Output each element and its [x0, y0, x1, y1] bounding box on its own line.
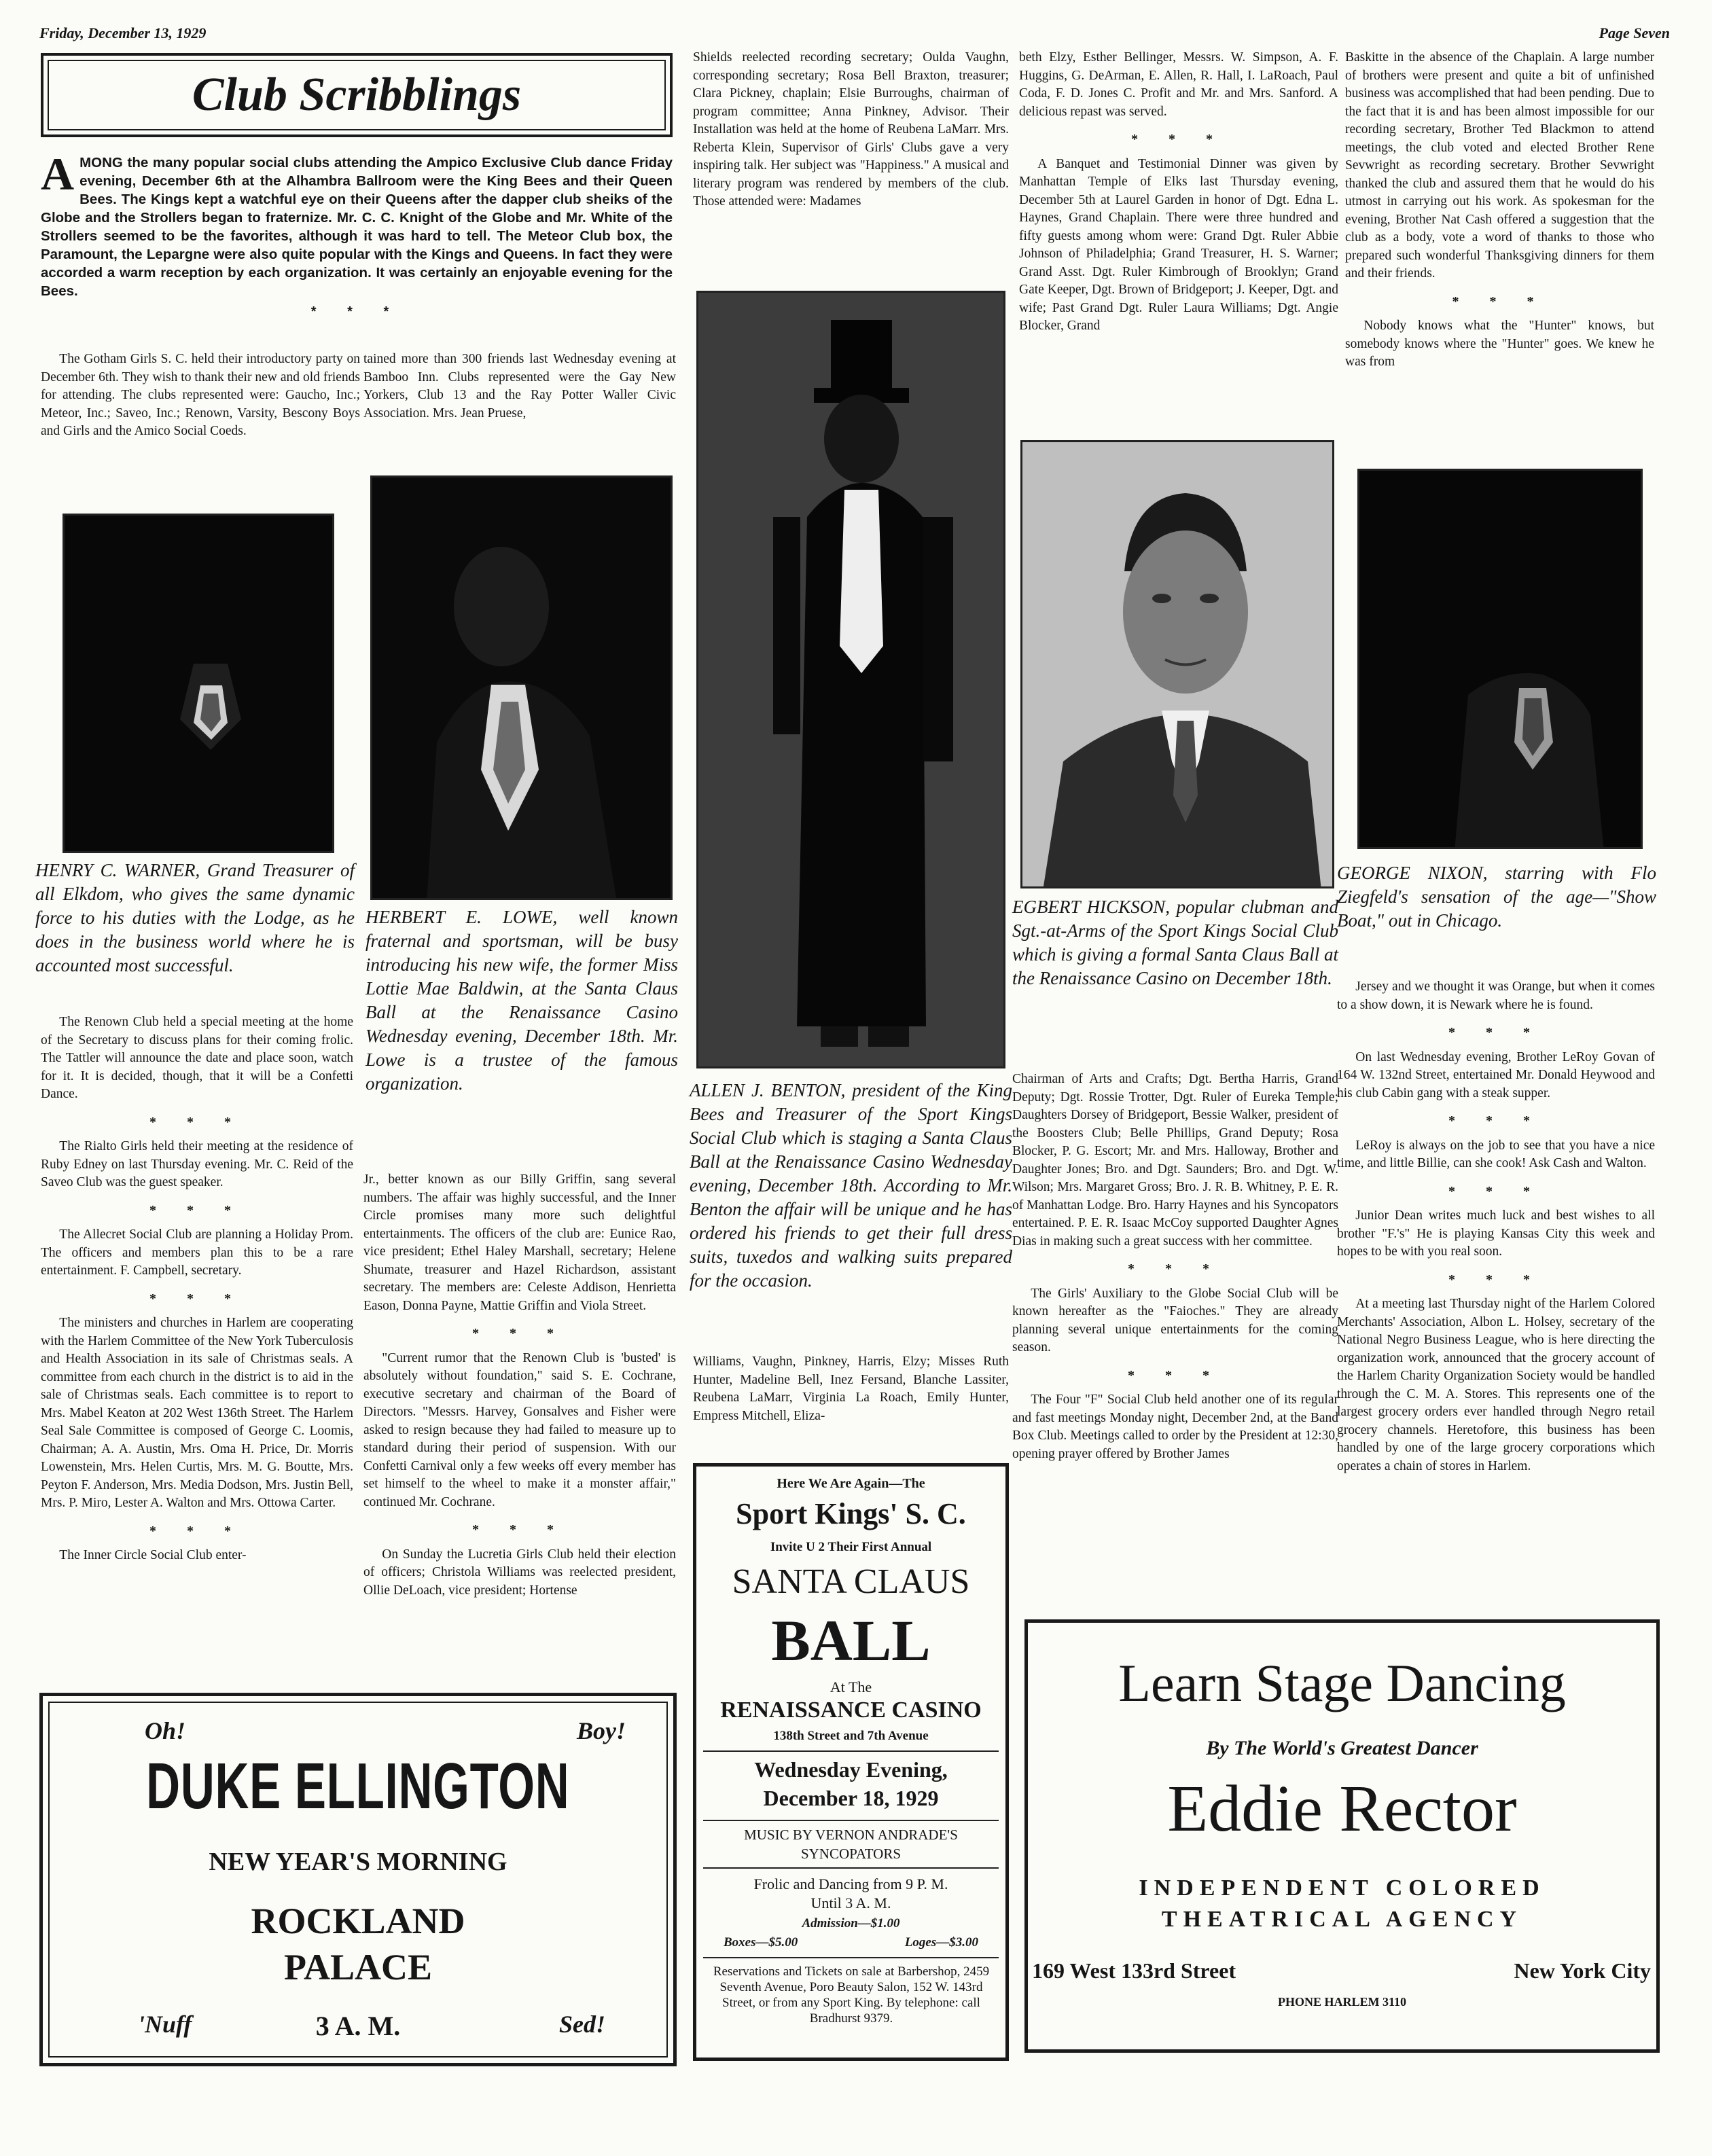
- caption-nixon: GEORGE NIXON, starring with Flo Ziegfeld's sensation of the age—"Show Boat," out in Chicago.: [1337, 863, 1656, 931]
- ad-ellington-new-years: NEW YEAR'S MORNING: [209, 1848, 507, 1876]
- globe-auxiliary-item: The Girls' Auxiliary to the Globe Social Club will be known hereafter as the "Faioches." They are already planning several unique entertainments for the coming season.: [1012, 1286, 1338, 1354]
- ad-ellington-time: 3 A. M.: [315, 2011, 401, 2041]
- portrait-lowe-svg: [372, 478, 673, 900]
- inner-circle-item: The Inner Circle Social Club enter-: [59, 1548, 247, 1562]
- portrait-warner-svg: [65, 516, 334, 853]
- photo-egbert-hickson: [1020, 440, 1334, 888]
- elks-guests-continued: Chairman of Arts and Crafts; Dgt. Bertha Harris, Grand Deputy; Dgt. Rossie Trotter, Dgt. Ruler of Eureka Temple; Daughters Dorsey of Bridgeport, Bessie Walker, president of the Boosters Club; Belle Phillips, Grand Deputy; Rosa Blocker, P. G. Escort; Mr. and Mrs. Halloway, Brother and Daughter Jones; Bro. and Dgt. Saunders; Bro. and Dgt. W. Wilson; Mrs. Margaret Gross; Bro. J. R. B. Whitney, P. E. R. of Manhattan Lodge. Bro. Harry Haynes and his Syncopators entertained. P. E. R. Isaac McCoy supported Daughter Agnes Dias in making such a great success with her committee.: [1012, 1072, 1338, 1248]
- ad-ellington-boy: Boy!: [577, 1717, 626, 1744]
- ad-duke-ellington: [39, 1693, 677, 2066]
- column-3-top: [693, 49, 1009, 221]
- ad-sk-frolic2: Until 3 A. M.: [810, 1894, 891, 1911]
- section-stars: * * *: [310, 304, 403, 319]
- hunter-item: Nobody knows what the "Hunter" knows, but somebody knows where the "Hunter" goes. We knew he was from: [1345, 319, 1654, 369]
- renown-club-item: The Renown Club held a special meeting at the home of the Secretary to discuss plans for their coming frolic. The Tattler will announce the date and place soon, watch for it. It is decided, though, that it will be a Confetti Dance.: [41, 1015, 353, 1101]
- rialto-girls-item: The Rialto Girls held their meeting at the residence of Ruby Edney on last Thursday evening. Mr. C. Reid of the Saveo Club was the guest speaker.: [41, 1139, 353, 1189]
- drop-cap: A: [41, 148, 75, 200]
- christmas-seals-item: The ministers and churches in Harlem are cooperating with the Harlem Committee of the New York Tuberculosis and Health Association in its sale of Christmas seals. A committee from each church in the district is to aid in the sale of Christmas seals. Each committee is to report to Mrs. Mabel Keaton at 202 West 136th Street. The Harlem Seal Sale Committee is composed of George C. Loomis, Chairman; A. A. Austin, Mrs. Oma H. Price, Dr. Morris Lowenstein, Mrs. Helen Curtis, Mrs. M. G. Boutte, Mrs. Peyton F. Anderson, Mrs. Media Dodson, Mrs. Justin Bell, Mrs. P. Miro, Lester A. Walton and Mrs. Ottowa Carter.: [41, 1316, 353, 1510]
- stars-divider: * * *: [472, 1522, 567, 1537]
- portrait-hickson-svg: [1022, 442, 1334, 888]
- column-4-bottom: [1012, 1071, 1338, 1473]
- elks-banquet-item: A Banquet and Testimonial Dinner was given by Manhattan Temple of Elks last Thursday evening, December 5th at Laurel Garden in honor of Dgt. Edna L. Haynes, Grand Chaplain. There were three hundred and fifty guests among whom were: Grand Dgt. Ruler Abbie Johnson of Philadelphia; Grand Treasurer, H. S. Warner; Grand Asst. Dgt. Ruler Kimbrough of Brooklyn; Grand Gate Keeper, Dgt. Brown of Bridgeport; J. Keeper, Dgt. and wife; Past Grand Dgt. Ruler Laura Williams; Dgt. Angie Blocker, Grand: [1019, 156, 1338, 333]
- stars-divider: * * *: [149, 1114, 245, 1130]
- stars-divider: * * *: [1128, 1367, 1223, 1383]
- lucretia-officers-item: Shields reelected recording secretary; Oulda Vaughn, corresponding secretary; Rosa Bell Braxton, treasurer; Clara Pickney, chaplain; Elsie Burroughs, chairman of program committee; Anna Pinkney, Advisor. Their Installation was held at the home of Reubena LaMarr. Mrs. Reberta Klein, Supervisor of Girls' Clubs gave a very inspiring talk. Her subject was "Happiness." A musical and literary program was rendered by members of the club. Those attended were: Madames: [693, 50, 1009, 209]
- ad-ellington-sed: Sed!: [558, 2011, 605, 2038]
- portrait-benton-svg: [698, 293, 1005, 1068]
- ad-sk-admission: Admission—$1.00: [802, 1916, 900, 1930]
- ad-sk-frolic1: Frolic and Dancing from 9 P. M.: [753, 1875, 948, 1892]
- column-2-top: [363, 351, 676, 432]
- stars-divider: * * *: [149, 1202, 245, 1218]
- ad-rector-phone: PHONE HARLEM 3110: [1277, 1995, 1406, 2009]
- caption-benton: ALLEN J. BENTON, president of the King Bees and Treasurer of the Sport Kings Social Club which is staging a Santa Claus Ball at the Renaissance Casino Wednesday evening, December 18th. According to Mr. Benton the affair will be unique and he has ordered his friends to get their full dress suits, tuxedos and walking suits prepared for the occasion.: [690, 1080, 1012, 1291]
- column-4-top: [1019, 49, 1338, 345]
- masthead: [39, 20, 1670, 43]
- ad-rector-name: Eddie Rector: [1167, 1772, 1517, 1846]
- ad-sk-divider: [703, 1820, 999, 1821]
- ad-sk-address: 138th Street and 7th Avenue: [773, 1729, 929, 1743]
- ad-sk-loges: Loges—$3.00: [904, 1935, 978, 1950]
- attendees-list: Williams, Vaughn, Pinkney, Harris, Elzy; Misses Ruth Hunter, Madeline Bell, Inez Fersand, Blanche Lassiter, Reubena LaMarr, Virginia La Roach, Emily Hunter, Empress Mitchell, Eliza-: [693, 1354, 1009, 1423]
- photo-herbert-lowe: [370, 475, 673, 900]
- ad-sk-venue: RENAISSANCE CASINO: [720, 1697, 982, 1723]
- photo-george-nixon: [1357, 469, 1643, 849]
- ad-sk-divider: [703, 1867, 999, 1869]
- ad-sk-boxes: Boxes—$5.00: [724, 1935, 798, 1950]
- ad-rector-agency2: THEATRICAL AGENCY: [1161, 1907, 1523, 1932]
- caption-hickson: EGBERT HICKSON, popular clubman and Sgt.-at-Arms of the Sport Kings Social Club which is giving a formal Santa Claus Ball at the Renaissance Casino on December 18th.: [1012, 897, 1339, 988]
- page-number: Page Seven: [1599, 24, 1670, 41]
- column-5-top: [1345, 49, 1654, 381]
- ad-ellington-nuff: 'Nuff: [138, 2011, 192, 2038]
- ad-ellington-name: DUKE ELLINGTON: [146, 1750, 570, 1822]
- merchants-association-item: At a meeting last Thursday night of the Harlem Colored Merchants' Association, Albon L. Holsey, secretary of the National Negro Business League, who is here directing the organization work, announced that the grocery account of the Harlem Charity Organization Society would be handled through the C. M. A. Stores. This represents one of the largest grocery orders ever handled through Negro retail grocery channels. Heretofore, this business has been handled by one of the large grocery corporations which operates a chain of stores in Harlem.: [1337, 1297, 1655, 1473]
- ad-sk-reservations: Reservations and Tickets on sale at Barbershop, 2459 Seventh Avenue, Poro Beauty Salon, 152 W. 143rd Street, or from any Sport King. By telephone: call Bradhurst 9379.: [713, 1964, 990, 2026]
- ad-rector-city: New York City: [1514, 1958, 1651, 1983]
- stars-divider: * * *: [1448, 1183, 1544, 1199]
- portrait-nixon-svg: [1359, 471, 1643, 849]
- leroy-item: LeRoy is always on the job to see that you have a nice time, and little Billie, can she cook! Ask Cash and Walton.: [1337, 1138, 1655, 1170]
- four-f-club-item: The Four "F" Social Club held another one of its regular and fast meetings Monday night, December 2nd, at the Band Box Club. Meetings called to order by the President at 12:30, opening prayer offered by Brother James: [1012, 1393, 1338, 1461]
- ad-sk-intro: Here We Are Again—The: [777, 1476, 925, 1491]
- ad-rector-agency1: INDEPENDENT COLORED: [1139, 1875, 1546, 1901]
- renown-rumor-item: "Current rumor that the Renown Club is 'busted' is absolutely without foundation," said S. E. Cochrane, executive secretary and chairman of the Board of Directors. "Messrs. Harvey, Gonsalves and Fisher were asked to resign because they had failed to measure up to standard during their period of suspension. With our Confetti Carnival only a few weeks off every member has set himself to the wheel to make it a monster affair," continued Mr. Cochrane.: [363, 1350, 676, 1509]
- ad-sport-kings-ball: [693, 1463, 1009, 2061]
- stars-divider: * * *: [472, 1326, 567, 1341]
- ad-sk-music2: SYNCOPATORS: [800, 1846, 902, 1862]
- photo-henry-warner: [63, 514, 334, 853]
- lead-text: MONG the many popular social clubs attending the Ampico Exclusive Club dance Friday evening, December 6th at the Alhambra Ballroom were the King Bees and their Queen Bees. The Kings kept a watchful eye on their Queens after the dapper club sheiks of the Globe and the Strollers began to fraternize. Mr. C. C. Knight of the Globe and Mr. White of the Strollers seemed to be the favorites, although it was hard to tell. The Meteor Club box, the Paramount, the Lepargne were also quite popular with the Kings and Queens. In fact they were accorded a warm reception by each organization. It was certainly an enjoyable evening for the Bees.: [41, 155, 673, 299]
- ad-rector-address: 169 West 133rd Street: [1032, 1958, 1236, 1983]
- ad-ellington-venue1: ROCKLAND: [251, 1901, 465, 1941]
- govan-supper-item: On last Wednesday evening, Brother LeRoy Govan of 164 W. 132nd Street, entertained Mr. Donald Heywood and his club Cabin gang with a steak supper.: [1337, 1049, 1655, 1100]
- column-3-bottom: [693, 1353, 1009, 1435]
- bamboo-inn-item: tained more than 300 friends last Wednesday evening at Bamboo Inn. Clubs represented were the Gay New Yorkers, Club 13 and the Ray Potter Waller Civic Association. Mrs. Jean Pruese,: [363, 352, 676, 420]
- column-1-bottom: [41, 1013, 353, 1575]
- ad-sk-music1: MUSIC BY VERNON ANDRADE'S: [744, 1827, 958, 1843]
- ad-ellington-name-wrap: [43, 1749, 673, 1824]
- ad-sk-date2: December 18, 1929: [763, 1786, 939, 1810]
- stars-divider: * * *: [1448, 1272, 1544, 1287]
- four-f-meeting-continued: Baskitte in the absence of the Chaplain. A large number of brothers were present and quite a bit of unfinished business was accomplished that had been pending. Due to the fact that it is and has been almost impossible for our recording secretary, Brother Ted Blackmon to attend meetings, the club voted and elected Brother Rene Sevwright as recording secretary. Brother Sevwright thanked the club and assured them that he would do his utmost in carrying out his work. As spokesman for the evening, Brother Nat Cash offered a suggestion that the club as a body, vote a word of thanks to those who prepared such wonderful Thanksgiving dinners for them and their friends.: [1345, 50, 1654, 281]
- ad-ellington-venue2: PALACE: [283, 1947, 432, 1988]
- stars-divider: * * *: [149, 1291, 245, 1306]
- ad-sk-invite: Invite U 2 Their First Annual: [770, 1540, 932, 1554]
- lucretia-election-item: On Sunday the Lucretia Girls Club held their election of officers; Christola Williams was reelected president, Ollie DeLoach, vice president; Hortense: [363, 1547, 676, 1598]
- column-2-bottom: [363, 1171, 676, 1609]
- ad-sk-event2: BALL: [771, 1608, 931, 1673]
- stars-divider: * * *: [1448, 1025, 1544, 1040]
- caption-warner: HENRY C. WARNER, Grand Treasurer of all Elkdom, who gives the same dynamic force to his duties with the Lodge, as he does in the business world where he is accounted most successful.: [35, 860, 355, 975]
- stars-divider: * * *: [1131, 132, 1226, 147]
- column-5-bottom: [1337, 978, 1655, 1485]
- stars-divider: * * *: [1448, 1113, 1544, 1128]
- ad-rector-headline: Learn Stage Dancing: [1118, 1653, 1566, 1712]
- caption-lowe: HERBERT E. LOWE, well known fraternal and sportsman, will be busy introducing his new wife, the former Miss Lottie Mae Baldwin, at the Santa Claus Ball at the Renaissance Casino Wednesday evening, December 18th. Mr. Lowe is a trustee of the famous organization.: [365, 907, 678, 1094]
- ad-ellington-oh: Oh!: [145, 1717, 186, 1744]
- ad-sk-divider: [703, 1750, 999, 1752]
- lead-article: [41, 148, 673, 328]
- stars-divider: * * *: [1452, 293, 1548, 309]
- allecret-club-item: The Allecret Social Club are planning a Holiday Prom. The officers and members plan this to be a rare entertainment. F. Campbell, secretary.: [41, 1227, 353, 1278]
- stars-divider: * * *: [149, 1523, 245, 1539]
- ad-sk-date1: Wednesday Evening,: [754, 1757, 948, 1782]
- section-title-box: [41, 53, 673, 137]
- ad-sk-at: At The: [830, 1678, 872, 1695]
- ad-eddie-rector: [1024, 1619, 1660, 2053]
- column-1-top: [41, 351, 360, 450]
- elks-guests-item: beth Elzy, Esther Bellinger, Messrs. W. Simpson, A. F. Huggins, G. DeArman, E. Allen, R. Hall, I. LaRoach, Paul Coda, F. D. Jones C. Profit and Mr. and Mrs. Sanford. A delicious repast was served.: [1019, 50, 1338, 119]
- section-title: Club Scribblings: [48, 60, 666, 130]
- junior-dean-item: Junior Dean writes much luck and best wishes to all brother "F.'s" He is playing Kansas City this week and hopes to be with you real soon.: [1337, 1208, 1655, 1259]
- photo-allen-benton: [696, 291, 1005, 1068]
- ad-rector-sub: By The World's Greatest Dancer: [1206, 1737, 1478, 1759]
- jersey-item: Jersey and we thought it was Orange, but when it comes to a show down, it is Newark where he is found.: [1337, 980, 1655, 1012]
- gotham-girls-item: The Gotham Girls S. C. held their introductory party on December 6th. They wish to thank their new and old friends for attending. The clubs represented were: Gaucho, Inc.; Meteor, Inc.; Saveo, Inc.; Renown, Varsity, Bescony Boys and Girls and the Amico Social Coeds.: [41, 352, 360, 438]
- ad-sk-event1: SANTA CLAUS: [732, 1562, 970, 1601]
- stars-divider: * * *: [1128, 1261, 1223, 1276]
- ad-sk-club: Sport Kings' S. C.: [736, 1497, 966, 1530]
- inner-circle-continued: Jr., better known as our Billy Griffin, sang several numbers. The affair was highly successful, and the Inner Circle promises many more such delightful entertainments. The officers of the club are: Eunice Rao, vice president; Ethel Haley Marshall, secretary; Helene Shumate, treasurer and Hazel Richardson, assistant secretary. The members are: Celeste Addison, Henrietta Eason, Donna Payne, Mattie Griffin and Viola Street.: [363, 1172, 676, 1313]
- ad-sk-divider: [703, 1957, 999, 1958]
- issue-date: Friday, December 13, 1929: [39, 24, 207, 41]
